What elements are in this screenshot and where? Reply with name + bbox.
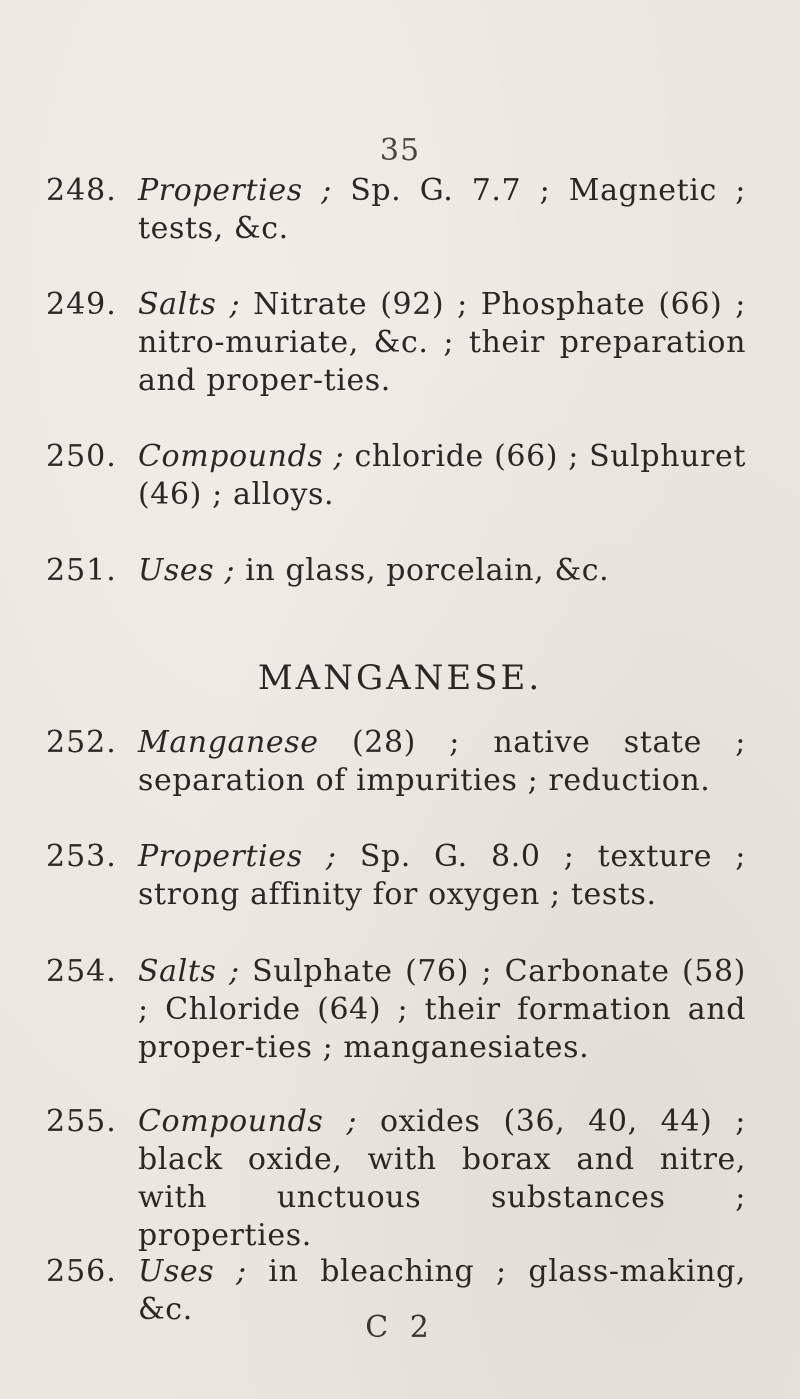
entry-number: 255. [46,1104,117,1139]
entry-text [138,438,746,514]
entry-lead: Properties ; [138,173,332,208]
entry-lead: Properties ; [138,839,337,874]
signature-mark: C 2 [365,1310,435,1345]
entry-body: Sp. G. 8.0 ; texture ; strong affinity for oxygen ; tests. [138,839,746,912]
entry-250 [46,438,746,514]
page-number: 35 [379,133,421,168]
entry-body: Nitrate (92) ; Phosphate (66) ; nitro-muriate, &c. ; their preparation and proper-ties. [138,287,747,398]
entry-number: 250. [46,439,117,474]
entry-number: 251. [46,553,117,588]
entry-text [138,286,746,400]
entry-number: 256. [46,1254,117,1289]
entry-text [138,552,746,590]
entry-text [138,953,746,1067]
entry-body: (28) ; native state ; separation of impurities ; reduction. [138,725,746,798]
entry-254 [46,953,746,1067]
entry-body: chloride (66) ; Sulphuret (46) ; alloys. [138,439,746,512]
entry-text [138,724,746,800]
entry-body: in glass, porcelain, &c. [235,553,610,588]
entry-255 [46,1103,746,1255]
entry-252 [46,724,746,800]
entry-body: in bleaching ; glass-making, &c. [138,1254,746,1327]
entry-248 [46,172,746,248]
entry-number: 248. [46,173,117,208]
entry-number: 254. [46,954,117,989]
entry-lead: Salts ; [138,954,240,989]
entry-body: Sp. G. 7.7 ; Magnetic ; tests, &c. [138,173,746,246]
entry-lead: Manganese [138,725,319,760]
entry-number: 252. [46,725,117,760]
entry-text [138,172,746,248]
entry-253 [46,838,746,914]
entry-number: 249. [46,287,117,322]
entry-251 [46,552,746,590]
entry-number: 253. [46,839,117,874]
entry-lead: Uses ; [138,1254,247,1289]
entry-text [138,1103,746,1255]
section-heading: MANGANESE. [257,658,543,698]
entry-lead: Uses ; [138,553,236,588]
entry-body: Sulphate (76) ; Carbonate (58) ; Chloride (64) ; their formation and proper-ties ; manganesiates. [138,954,746,1065]
entry-text [138,838,746,914]
entry-lead: Compounds ; [138,1104,358,1139]
entry-lead: Compounds ; [138,439,345,474]
entry-lead: Salts ; [138,287,241,322]
entry-body: oxides (36, 40, 44) ; black oxide, with borax and nitre, with unctuous substances ; properties. [138,1104,746,1253]
entry-249 [46,286,746,400]
